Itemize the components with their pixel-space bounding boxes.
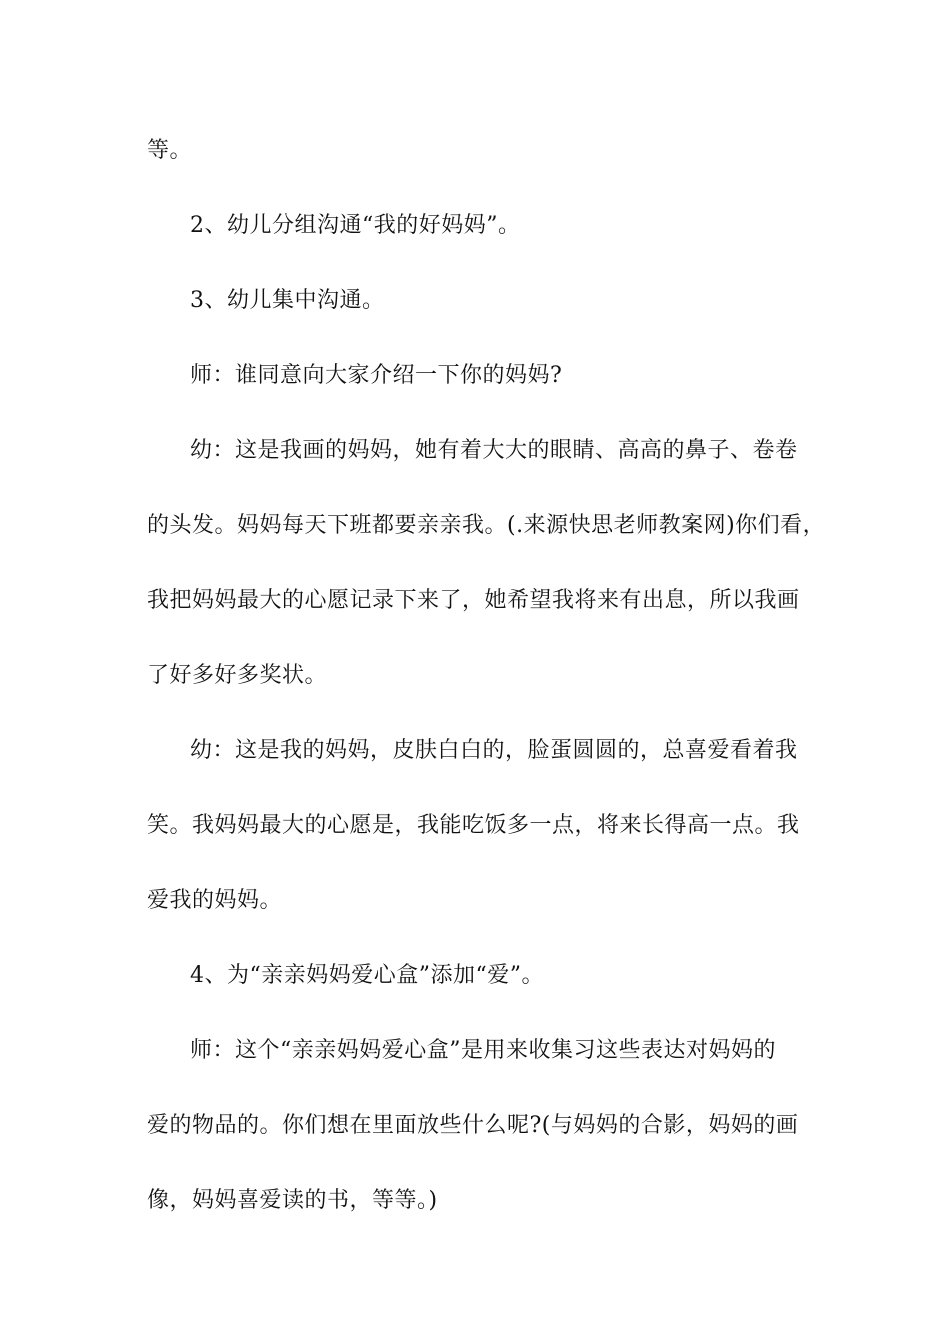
child-answer-1-line-2: 的头发。妈妈每天下班都要亲亲我。(.来源快思老师教案网)你们看， (147, 513, 826, 538)
child-answer-1-line-1: 幼：这是我画的妈妈，她有着大大的眼睛、高高的鼻子、卷卷 (190, 438, 798, 463)
child-answer-2-line-3: 爱我的妈妈。 (147, 888, 283, 913)
text-line-continuation: 等。 (147, 138, 193, 163)
child-answer-2-line-1: 幼：这是我的妈妈，皮肤白白的，脸蛋圆圆的，总喜爱看着我 (190, 738, 798, 763)
teacher-question: 师：谁同意向大家介绍一下你的妈妈? (190, 363, 563, 388)
teacher-explanation-line-3: 像，妈妈喜爱读的书，等等。) (147, 1188, 438, 1213)
teacher-explanation-line-1: 师：这个“亲亲妈妈爱心盒”是用来收集习这些表达对妈妈的 (190, 1038, 776, 1063)
child-answer-2-line-2: 笑。我妈妈最大的心愿是，我能吃饭多一点，将来长得高一点。我 (147, 813, 800, 838)
step-4-heading: 4、为“亲亲妈妈爱心盒”添加“爱”。 (190, 963, 544, 988)
step-3-heading: 3、幼儿集中沟通。 (190, 288, 385, 313)
child-answer-1-line-4: 了好多好多奖状。 (147, 663, 328, 688)
teacher-explanation-line-2: 爱的物品的。你们想在里面放些什么呢?(与妈妈的合影，妈妈的画 (147, 1113, 799, 1138)
child-answer-1-line-3: 我把妈妈最大的心愿记录下来了，她希望我将来有出息，所以我画 (147, 588, 800, 613)
step-2-heading: 2、幼儿分组沟通“我的好妈妈”。 (190, 213, 521, 238)
